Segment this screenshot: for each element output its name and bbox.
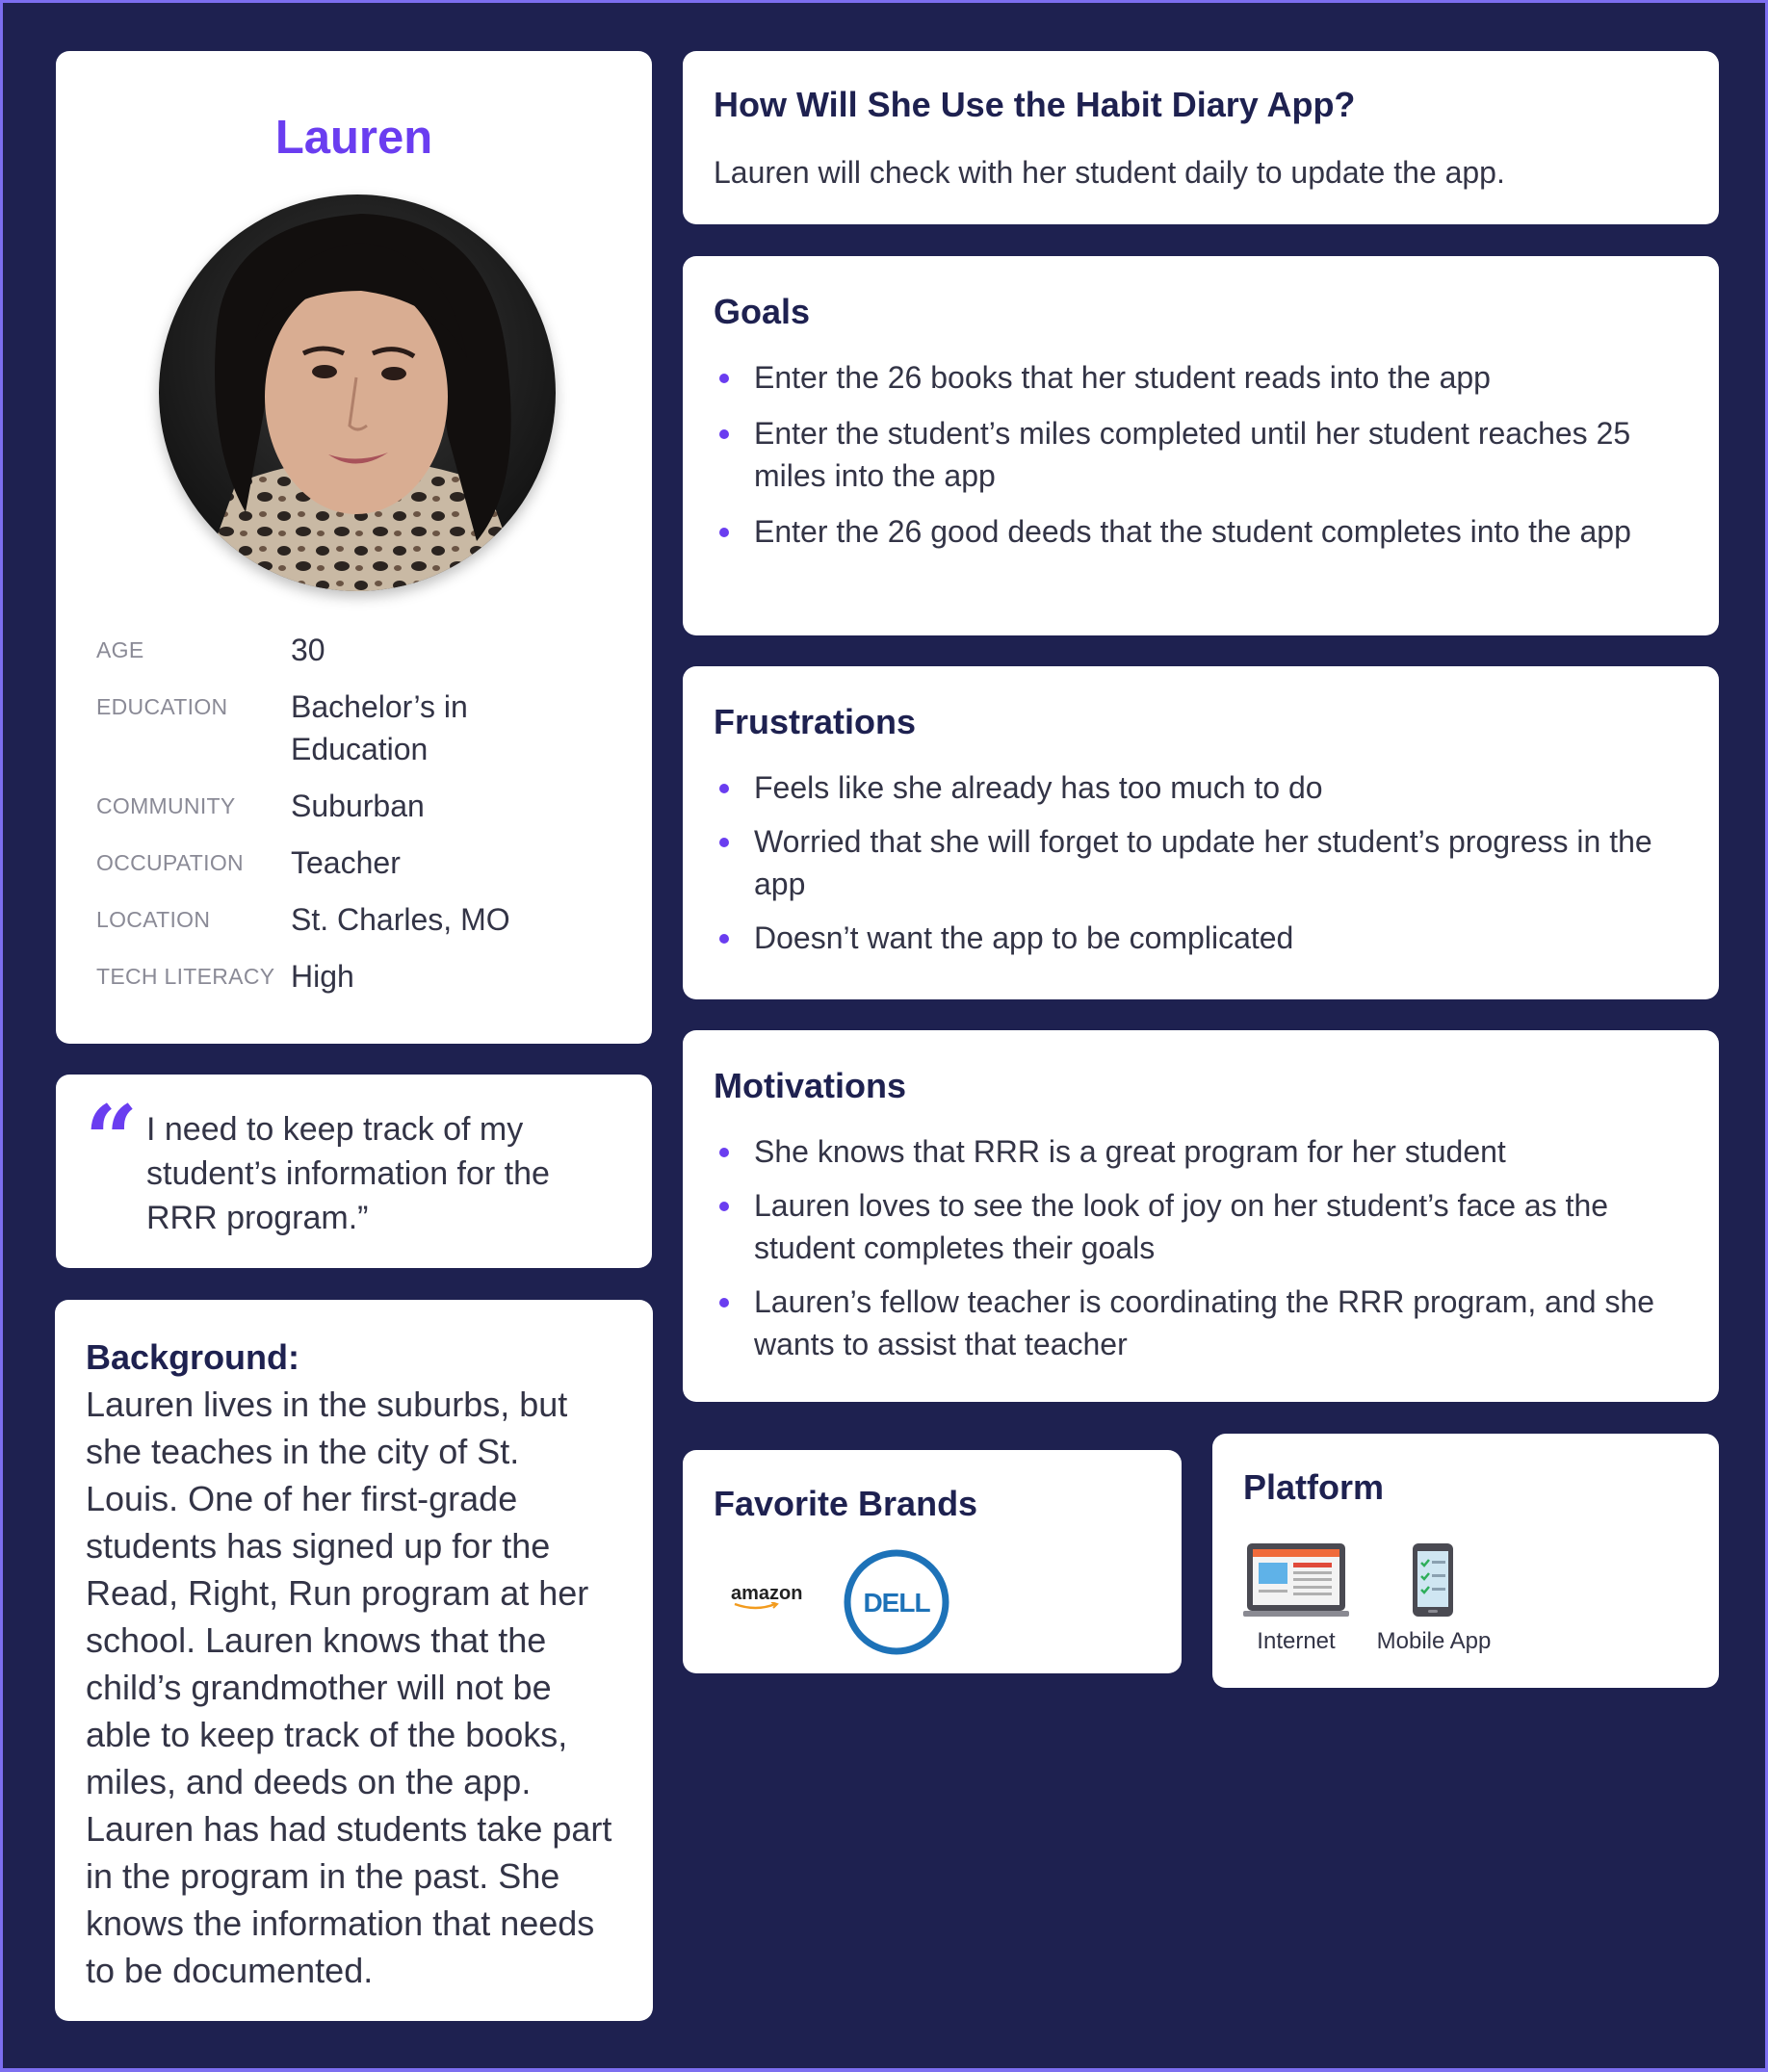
frustrations-title: Frustrations	[714, 702, 917, 741]
fact-row-age	[96, 629, 636, 671]
fact-row-location	[96, 898, 636, 941]
fact-label: EDUCATION	[96, 694, 228, 719]
frustrations-list	[714, 766, 1692, 971]
frustrations-card	[683, 666, 1719, 999]
usage-title: How Will She Use the Habit Diary App?	[714, 85, 1356, 124]
fact-value: High	[291, 959, 354, 994]
frustration-text: Worried that she will forget to update her student’s progress in the app	[754, 824, 1652, 901]
list-item	[714, 1281, 1692, 1365]
frustration-text: Feels like she already has too much to do	[754, 770, 1323, 805]
amazon-logo	[731, 1583, 802, 1605]
avatar	[159, 194, 556, 591]
motivation-text: Lauren’s fellow teacher is coordinating the RRR program, and she wants to assist that teacher	[754, 1284, 1655, 1361]
bullet-icon	[719, 429, 729, 439]
bullet-icon	[719, 374, 729, 383]
fact-value: St. Charles, MO	[291, 902, 510, 937]
quote-icon: “	[85, 1085, 139, 1194]
persona-name: Lauren	[274, 112, 433, 164]
bullet-icon	[719, 1202, 729, 1211]
background-text: Lauren lives in the suburbs, but she teaches in the city of St. Louis. One of her first-grade students has signed up for the Read, Right, Run program at her school. Lauren knows that the child’s grandmother will not be able to keep track of the books, miles, and deeds on the app. Lauren has had students take part in the program in the past. She knows the information that needs to be documented.	[86, 1385, 612, 1990]
persona-facts	[96, 629, 636, 1012]
background-heading: Background:	[86, 1337, 300, 1377]
fact-row-education	[96, 686, 636, 770]
goal-text: Enter the 26 good deeds that the student completes into the app	[754, 514, 1631, 549]
background-card	[55, 1300, 653, 2021]
bullet-icon	[719, 934, 729, 944]
motivation-text: Lauren loves to see the look of joy on her student’s face as the student completes their goals	[754, 1188, 1609, 1265]
bullet-icon	[719, 1298, 729, 1308]
fact-label: COMMUNITY	[96, 793, 236, 818]
usage-card	[683, 51, 1719, 224]
list-item	[714, 766, 1692, 809]
motivations-list	[714, 1130, 1692, 1377]
fact-label: TECH LITERACY	[96, 964, 275, 989]
fact-label: AGE	[96, 637, 144, 662]
bullet-icon	[719, 528, 729, 537]
dell-logo-icon	[843, 1548, 950, 1656]
fact-value: 30	[291, 633, 325, 667]
list-item	[714, 1184, 1692, 1269]
list-item	[714, 917, 1692, 959]
goal-text: Enter the student’s miles completed until her student reaches 25 miles into the app	[754, 416, 1631, 493]
brands-title: Favorite Brands	[714, 1484, 978, 1523]
fact-value: Suburban	[291, 789, 425, 823]
goals-title: Goals	[714, 292, 811, 331]
amazon-smile-icon	[733, 1602, 781, 1612]
motivations-title: Motivations	[714, 1066, 907, 1105]
platform-label-internet: Internet	[1257, 1628, 1336, 1654]
amazon-logo-text: amazon	[731, 1583, 803, 1604]
avatar-portrait-icon	[159, 194, 556, 591]
frustration-text: Doesn’t want the app to be complicated	[754, 920, 1294, 955]
goal-text: Enter the 26 books that her student reads into the app	[754, 360, 1491, 395]
list-item	[714, 356, 1692, 399]
quote-text: I need to keep track of my student’s information for the RRR program.”	[146, 1111, 550, 1236]
fact-row-occupation	[96, 842, 636, 884]
browser-window-icon	[1243, 1541, 1349, 1619]
mobile-phone-icon	[1411, 1541, 1455, 1619]
fact-row-community	[96, 785, 636, 827]
dell-logo-text: DELL	[863, 1588, 930, 1618]
bullet-icon	[719, 1148, 729, 1157]
quote-card	[56, 1075, 652, 1268]
bullet-icon	[719, 838, 729, 847]
platform-card	[1212, 1434, 1719, 1688]
fact-value: Bachelor’s in Education	[291, 689, 468, 766]
brands-card	[683, 1450, 1182, 1673]
profile-card	[56, 51, 652, 1044]
motivation-text: She knows that RRR is a great program for her student	[754, 1134, 1506, 1169]
list-item	[714, 412, 1692, 497]
platform-title: Platform	[1243, 1467, 1385, 1507]
fact-row-tech-literacy	[96, 955, 636, 997]
list-item	[714, 820, 1692, 905]
motivations-card	[683, 1030, 1719, 1402]
bullet-icon	[719, 784, 729, 793]
usage-text: Lauren will check with her student daily to update the app.	[714, 155, 1505, 190]
list-item	[714, 1130, 1692, 1173]
fact-label: LOCATION	[96, 907, 211, 932]
platform-label-mobile-app: Mobile App	[1376, 1628, 1492, 1654]
list-item	[714, 510, 1692, 553]
fact-label: OCCUPATION	[96, 850, 244, 875]
goals-card	[683, 256, 1719, 635]
fact-value: Teacher	[291, 845, 401, 880]
goals-list	[714, 356, 1692, 566]
